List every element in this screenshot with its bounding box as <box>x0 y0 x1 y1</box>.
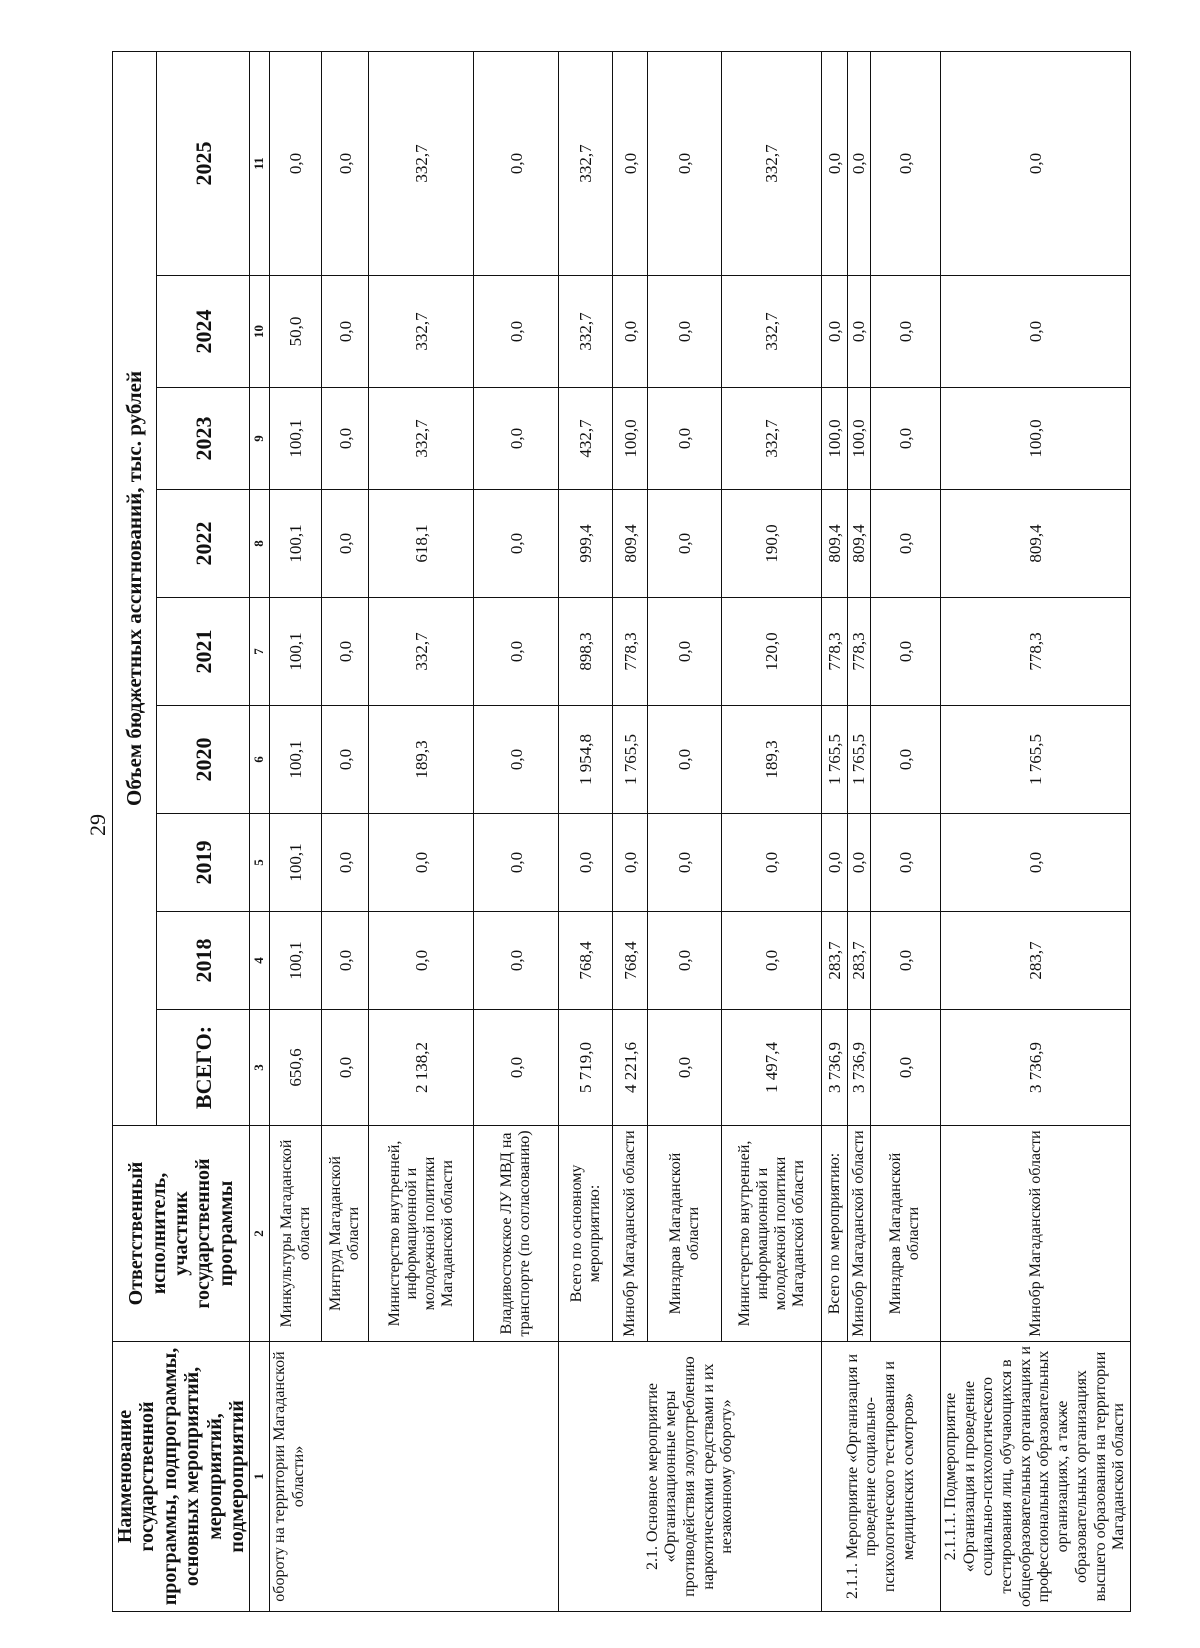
column-number: 10 <box>250 276 270 388</box>
year-value-cell: 100,1 <box>270 490 322 598</box>
year-value-cell: 283,7 <box>822 912 848 1010</box>
year-value-cell: 809,4 <box>848 490 871 598</box>
year-value-cell: 0,0 <box>322 706 369 814</box>
year-value-cell: 0,0 <box>474 490 559 598</box>
executor-cell: Владивостокское ЛУ МВД на транспорте (по согласованию) <box>474 1126 559 1342</box>
year-value-cell: 332,7 <box>369 51 474 275</box>
executor-cell: Минобр Магаданской области <box>613 1126 648 1342</box>
year-value-cell: 0,0 <box>270 51 322 275</box>
column-header-year: 2019 <box>157 814 250 912</box>
column-number: 8 <box>250 490 270 598</box>
year-value-cell: 1 765,5 <box>940 706 1130 814</box>
year-value-cell: 0,0 <box>848 814 871 912</box>
year-value-cell: 1 765,5 <box>613 706 648 814</box>
table-row <box>559 51 613 1611</box>
year-value-cell: 0,0 <box>648 598 722 706</box>
year-value-cell: 100,0 <box>613 388 648 490</box>
year-value-cell: 283,7 <box>848 912 871 1010</box>
total-value-cell: 0,0 <box>322 1010 369 1126</box>
column-header-year: 2018 <box>157 912 250 1010</box>
total-value-cell: 2 138,2 <box>369 1010 474 1126</box>
year-value-cell: 0,0 <box>322 51 369 275</box>
year-value-cell: 100,1 <box>270 388 322 490</box>
page-number: 29 <box>85 814 110 836</box>
total-value-cell: 3 736,9 <box>822 1010 848 1126</box>
year-value-cell: 0,0 <box>648 276 722 388</box>
year-value-cell: 778,3 <box>613 598 648 706</box>
year-value-cell: 190,0 <box>722 490 822 598</box>
year-value-cell: 332,7 <box>722 51 822 275</box>
year-value-cell: 100,0 <box>940 388 1130 490</box>
year-value-cell: 0,0 <box>870 51 940 275</box>
year-value-cell: 0,0 <box>613 814 648 912</box>
year-value-cell: 809,4 <box>940 490 1130 598</box>
executor-cell: Министерство внутренней, информационной и молодежной политики Магаданской области <box>722 1126 822 1342</box>
year-value-cell: 332,7 <box>722 388 822 490</box>
year-value-cell: 1 954,8 <box>559 706 613 814</box>
year-value-cell: 0,0 <box>870 598 940 706</box>
table-row <box>270 51 322 1611</box>
year-value-cell: 778,3 <box>822 598 848 706</box>
column-header-executor: Ответственный исполнитель, участник государственной программы <box>113 1126 250 1342</box>
year-value-cell: 0,0 <box>648 388 722 490</box>
total-value-cell: 4 221,6 <box>613 1010 648 1126</box>
year-value-cell: 120,0 <box>722 598 822 706</box>
year-value-cell: 0,0 <box>870 814 940 912</box>
column-header-total: ВСЕГО: <box>157 1010 250 1126</box>
executor-cell: Всего по основному мероприятию: <box>559 1126 613 1342</box>
column-header-year: 2022 <box>157 490 250 598</box>
executor-cell: Министерство внутренней, информационной и молодежной политики Магаданской области <box>369 1126 474 1342</box>
year-value-cell: 0,0 <box>648 490 722 598</box>
year-value-cell: 0,0 <box>474 276 559 388</box>
year-value-cell: 0,0 <box>648 51 722 275</box>
year-value-cell: 0,0 <box>848 276 871 388</box>
program-name-cell: 2.1.1. Мероприятие «Организация и проведение социально-психологического тестирования и медицинских осмотров» <box>822 1342 941 1612</box>
year-value-cell: 432,7 <box>559 388 613 490</box>
year-value-cell: 0,0 <box>940 276 1130 388</box>
year-value-cell: 768,4 <box>559 912 613 1010</box>
year-value-cell: 0,0 <box>474 598 559 706</box>
year-value-cell: 0,0 <box>870 912 940 1010</box>
year-value-cell: 332,7 <box>369 388 474 490</box>
table-row <box>822 51 848 1611</box>
year-value-cell: 1 765,5 <box>822 706 848 814</box>
program-name-cell: 2.1. Основное мероприятие «Организационные меры противодействия злоупотреблению наркотическими средствами и их незаконному обороту» <box>559 1342 822 1612</box>
year-value-cell: 0,0 <box>474 388 559 490</box>
year-value-cell: 100,1 <box>270 598 322 706</box>
year-value-cell: 50,0 <box>270 276 322 388</box>
column-number: 1 <box>250 1342 270 1612</box>
total-value-cell: 650,6 <box>270 1010 322 1126</box>
total-value-cell: 3 736,9 <box>848 1010 871 1126</box>
total-value-cell: 0,0 <box>474 1010 559 1126</box>
year-value-cell: 809,4 <box>613 490 648 598</box>
column-number: 7 <box>250 598 270 706</box>
year-value-cell: 0,0 <box>322 388 369 490</box>
year-value-cell: 100,1 <box>270 912 322 1010</box>
year-value-cell: 0,0 <box>559 814 613 912</box>
column-number: 2 <box>250 1126 270 1342</box>
executor-cell: Минкультуры Магаданской области <box>270 1126 322 1342</box>
year-value-cell: 768,4 <box>613 912 648 1010</box>
year-value-cell: 332,7 <box>369 598 474 706</box>
year-value-cell: 0,0 <box>322 598 369 706</box>
column-number: 9 <box>250 388 270 490</box>
year-value-cell: 0,0 <box>870 706 940 814</box>
column-header-name: Наименование государственной программы, подпрограммы, основных мероприятий, мероприятий, подмероприятий <box>113 1342 250 1612</box>
year-value-cell: 0,0 <box>322 912 369 1010</box>
year-value-cell: 0,0 <box>722 814 822 912</box>
year-value-cell: 0,0 <box>474 814 559 912</box>
year-value-cell: 0,0 <box>940 814 1130 912</box>
year-value-cell: 898,3 <box>559 598 613 706</box>
year-value-cell: 100,0 <box>848 388 871 490</box>
year-value-cell: 332,7 <box>559 276 613 388</box>
total-value-cell: 0,0 <box>870 1010 940 1126</box>
year-value-cell: 0,0 <box>648 706 722 814</box>
total-value-cell: 3 736,9 <box>940 1010 1130 1126</box>
year-value-cell: 332,7 <box>559 51 613 275</box>
year-value-cell: 778,3 <box>848 598 871 706</box>
program-name-cell: обороту на территории Магаданской области» <box>270 1342 559 1612</box>
year-value-cell: 0,0 <box>870 276 940 388</box>
budget-table <box>112 51 1131 1612</box>
year-value-cell: 778,3 <box>940 598 1130 706</box>
rotated-page <box>112 52 1128 1612</box>
year-value-cell: 0,0 <box>322 276 369 388</box>
column-header-year: 2021 <box>157 598 250 706</box>
year-value-cell: 0,0 <box>822 276 848 388</box>
year-value-cell: 0,0 <box>870 490 940 598</box>
year-value-cell: 0,0 <box>613 51 648 275</box>
executor-cell: Минтруд Магаданской области <box>322 1126 369 1342</box>
year-value-cell: 0,0 <box>369 912 474 1010</box>
year-value-cell: 0,0 <box>822 51 848 275</box>
year-value-cell: 0,0 <box>369 814 474 912</box>
year-value-cell: 618,1 <box>369 490 474 598</box>
year-value-cell: 189,3 <box>722 706 822 814</box>
year-value-cell: 189,3 <box>369 706 474 814</box>
year-value-cell: 0,0 <box>940 51 1130 275</box>
table-row <box>940 51 1130 1611</box>
year-value-cell: 0,0 <box>474 51 559 275</box>
executor-cell: Минобр Магаданской области <box>848 1126 871 1342</box>
column-header-year: 2020 <box>157 706 250 814</box>
column-header-year: 2025 <box>157 51 250 275</box>
column-number: 3 <box>250 1010 270 1126</box>
program-name-cell: 2.1.1.1. Подмероприятие «Организация и проведение социально-психологического тестирования лиц, обучающихся в общеобразовательных организациях и профессиональных образовательных организациях, а также образовательных организациях высшего образования на территории Магаданской области <box>940 1342 1130 1612</box>
total-value-cell: 5 719,0 <box>559 1010 613 1126</box>
year-value-cell: 0,0 <box>648 912 722 1010</box>
year-value-cell: 1 765,5 <box>848 706 871 814</box>
year-value-cell: 0,0 <box>648 814 722 912</box>
year-value-cell: 0,0 <box>474 706 559 814</box>
executor-cell: Минобр Магаданской области <box>940 1126 1130 1342</box>
executor-cell: Минздрав Магаданской области <box>870 1126 940 1342</box>
year-value-cell: 0,0 <box>848 51 871 275</box>
year-value-cell: 809,4 <box>822 490 848 598</box>
column-number: 6 <box>250 706 270 814</box>
column-number: 11 <box>250 51 270 275</box>
executor-cell: Всего по мероприятию: <box>822 1126 848 1342</box>
year-value-cell: 100,0 <box>822 388 848 490</box>
table-body <box>270 51 1131 1611</box>
year-value-cell: 0,0 <box>822 814 848 912</box>
column-header-year: 2023 <box>157 388 250 490</box>
year-value-cell: 0,0 <box>613 276 648 388</box>
year-value-cell: 332,7 <box>369 276 474 388</box>
total-value-cell: 0,0 <box>648 1010 722 1126</box>
year-value-cell: 100,1 <box>270 706 322 814</box>
year-value-cell: 0,0 <box>722 912 822 1010</box>
column-number: 4 <box>250 912 270 1010</box>
year-value-cell: 0,0 <box>322 490 369 598</box>
total-value-cell: 1 497,4 <box>722 1010 822 1126</box>
year-value-cell: 283,7 <box>940 912 1130 1010</box>
executor-cell: Минздрав Магаданской области <box>648 1126 722 1342</box>
year-value-cell: 100,1 <box>270 814 322 912</box>
column-header-year: 2024 <box>157 276 250 388</box>
year-value-cell: 0,0 <box>870 388 940 490</box>
year-value-cell: 0,0 <box>322 814 369 912</box>
year-value-cell: 0,0 <box>474 912 559 1010</box>
year-value-cell: 999,4 <box>559 490 613 598</box>
column-number: 5 <box>250 814 270 912</box>
year-value-cell: 332,7 <box>722 276 822 388</box>
budget-header: Объем бюджетных ассигнований, тыс. рублей <box>113 51 157 1125</box>
